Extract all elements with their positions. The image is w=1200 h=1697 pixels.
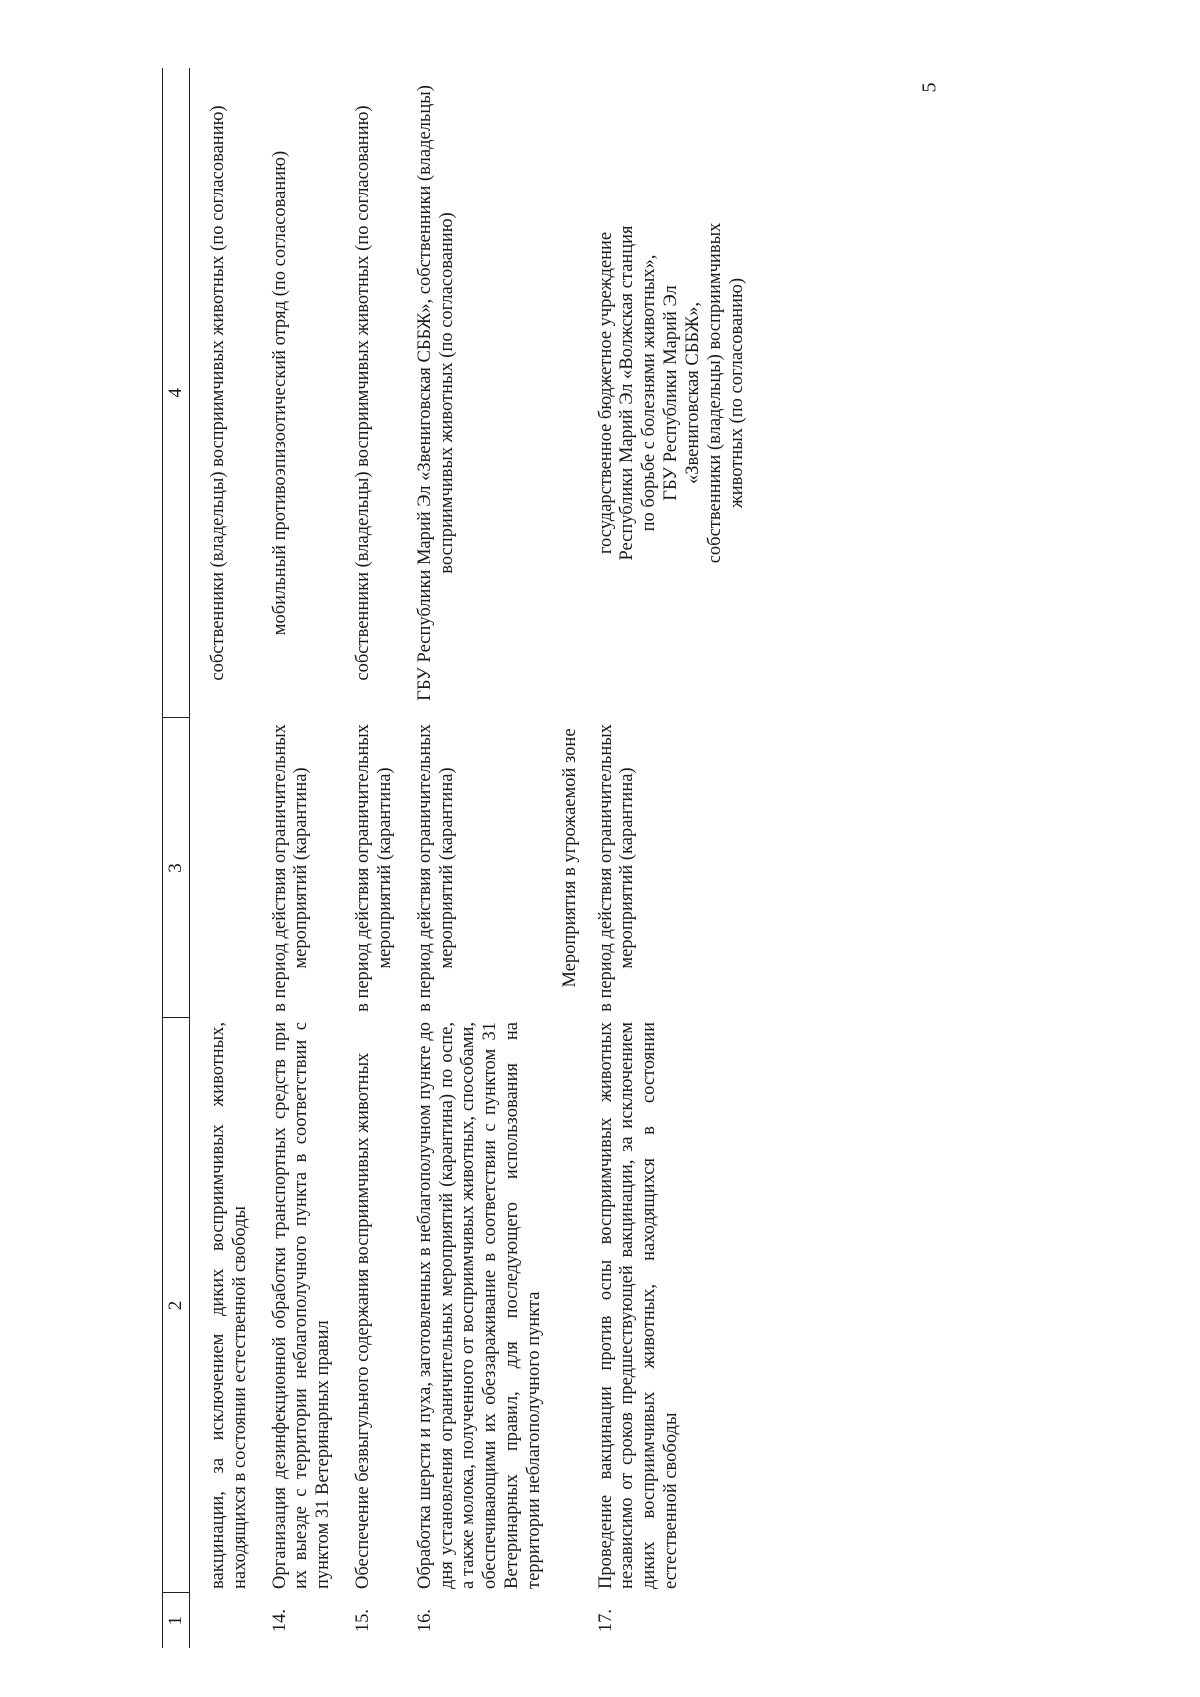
- responsible-line: собственники (владельцы) восприимчивых: [704, 222, 725, 564]
- responsible-line: Республики Марий Эл «Волжская станция: [617, 225, 638, 561]
- table-row: [415, 68, 546, 1648]
- responsible-text: ГБУ Республики Марий Эл «Звениговская СББЖ», собственники (владельцы) восприимчивых животных (по согласованию): [414, 85, 457, 701]
- page-number: 5: [918, 82, 941, 93]
- table-row: [208, 68, 252, 1648]
- period-text: в период действия ограничительных мероприятий (карантина): [353, 724, 395, 1012]
- responsible-line: государственное бюджетное учреждение: [595, 231, 616, 555]
- table-header-row: [163, 68, 190, 1648]
- header-col-4: 4: [163, 68, 190, 718]
- measure-text: Организация дезинфекционной обработки транспортных средств при их выезде с территории неблагополучного пункта в соответствии с пунктом 31 Ветеринарных правил: [269, 1022, 334, 1589]
- row-number: 17.: [595, 1608, 616, 1633]
- header-col-2: 2: [163, 1018, 190, 1593]
- section-heading-row: [546, 68, 596, 1648]
- period-text: [208, 718, 252, 1018]
- table-row: [270, 68, 335, 1648]
- table-row: [596, 68, 749, 1648]
- header-col-1: 1: [163, 1593, 190, 1648]
- period-text: в период действия ограничительных мероприятий (карантина): [414, 724, 457, 1012]
- table-row: [353, 68, 397, 1648]
- measure-text: вакцинации, за исключением диких восприимчивых животных, находящихся в состоянии естественной свободы: [208, 1022, 250, 1589]
- header-col-3: 3: [163, 718, 190, 1018]
- responsible-text: собственники (владельцы) восприимчивых животных (по согласованию): [353, 105, 374, 681]
- responsible-text: [596, 68, 749, 718]
- row-number: 15.: [353, 1608, 374, 1633]
- row-number: 16.: [414, 1608, 435, 1633]
- section-title: Мероприятия в угрожаемой зоне: [559, 728, 580, 988]
- measures-table: [162, 68, 748, 1648]
- row-number: [208, 1593, 252, 1648]
- responsible-line: по борьбе с болезнями животных»,: [639, 254, 660, 532]
- measure-text: Обработка шерсти и пуха, заготовленных в неблагополучном пункте до дня установления ограничительных мероприятий (карантина) по оспе, а также молока, полученного от восприимчивых животных, способами, обеспечивающими их обеззараживание в соответствии с пунктом 31 Ветеринарных правил, для последующего использования на территории неблагополучного пункта: [414, 1022, 544, 1589]
- measure-text: Обеспечение безвыгульного содержания восприимчивых животных: [353, 1052, 374, 1589]
- responsible-line: ГБУ Республики Марий Эл: [661, 285, 682, 501]
- period-text: в период действия ограничительных мероприятий (карантина): [269, 724, 312, 1012]
- measure-text: Проведение вакцинации против оспы восприимчивых животных независимо от сроков предшествующей вакцинации, за исключением диких восприимчивых животных, находящихся в состоянии естественной свободы: [595, 1022, 682, 1589]
- responsible-text: собственники (владельцы) восприимчивых животных (по согласованию): [208, 105, 228, 681]
- responsible-line: животных (по согласованию): [726, 277, 747, 509]
- row-number: 14.: [269, 1608, 290, 1633]
- responsible-line: «Звениговская СББЖ»,: [682, 302, 703, 485]
- period-text: в период действия ограничительных мероприятий (карантина): [595, 724, 638, 1012]
- responsible-text: мобильный противоэпизоотический отряд (по согласованию): [269, 150, 290, 636]
- landscape-table-sheet: [162, 68, 1042, 1648]
